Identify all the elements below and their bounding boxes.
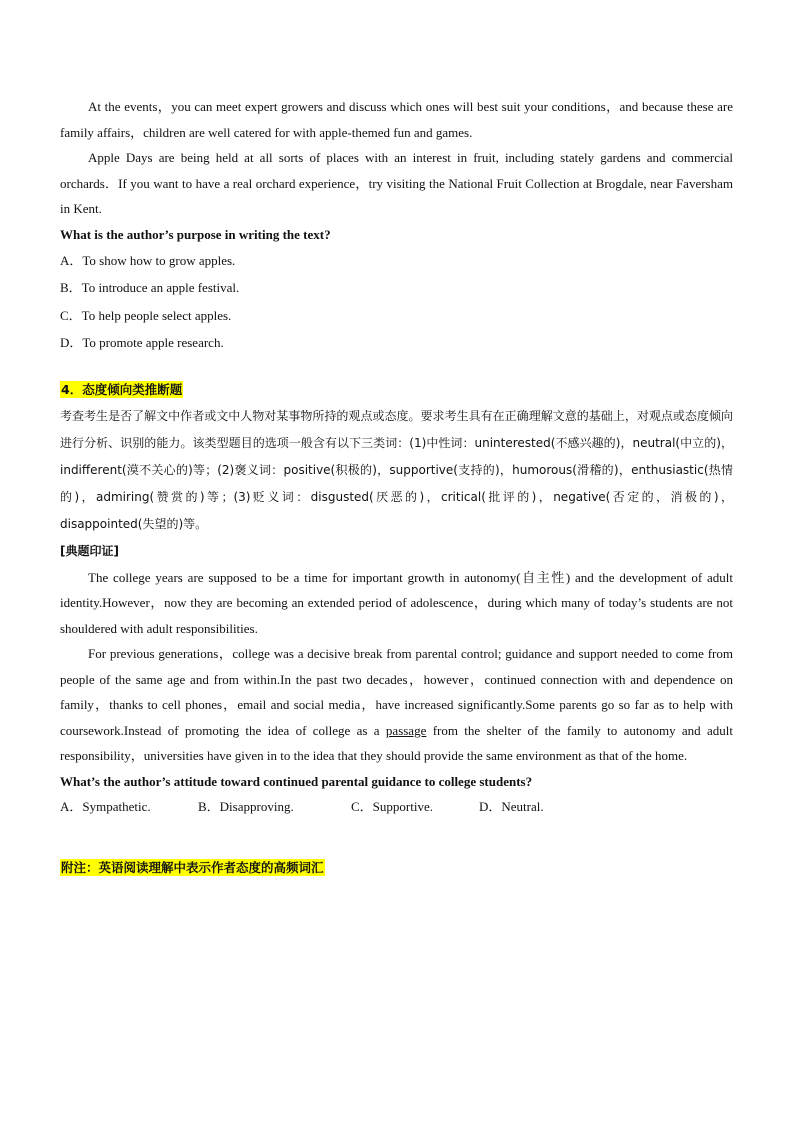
passage2-option-a: A．Sympathetic.: [60, 798, 151, 814]
passage2-option-c: C．Supportive.: [351, 798, 433, 814]
section4-heading-line: [60, 377, 733, 403]
passage2-option-d: D．Neutral.: [479, 798, 544, 814]
passage1-option-a: A．To show how to grow apples.: [60, 252, 236, 268]
passage1-paragraph-2: Apple Days are being held at all sorts of places with an interest in fruit, including stately gardens and commercial orchards．If you want to have a real orchard experience，try visiting the National Fruit Collection at Brogdale, near Faversham in Kent.: [60, 150, 733, 216]
passage2-question: What’s the author’s attitude toward continued parental guidance to college students?: [60, 773, 533, 789]
passage1-option-b: B．To introduce an apple festival.: [60, 280, 240, 295]
passage1-paragraph-1: At the events，you can meet expert growers and discuss which ones will best suit your conditions，and because these are family affairs，children are well catered for with apple-themed fun and games.: [60, 99, 733, 140]
passage1-option-d: D．To promote apple research.: [60, 335, 224, 350]
passage2-paragraph-1: The college years are supposed to be a time for important growth in autonomy(自主性) and the development of adult identity.However，now they are becoming an extended period of adolescence，during which many of today’s students are not shouldered with adult responsibilities.: [60, 569, 733, 636]
passage1-question: What is the author’s purpose in writing the text?: [60, 226, 331, 242]
passage2-paragraph-2-before: For previous generations，college was a decisive break from parental control; guidance and support needed to come from people of the same age and from within.In the past two decades，however，continued connection with and dependence on family，thanks to cell phones，email and social media，have increased significantly.Some parents go so far as to help with coursework.Instead of promoting the idea of college as a: [60, 646, 733, 738]
appendix-line: [60, 855, 733, 881]
section4-heading: 4．态度倾向类推断题: [61, 381, 183, 397]
passage2-paragraph-2: [60, 641, 733, 769]
passage2-options: [60, 794, 733, 820]
underlined-word-passage: passage: [385, 722, 427, 738]
appendix-note: 附注：英语阅读理解中表示作者态度的高频词汇: [61, 859, 324, 875]
example-tag: [典题印证]: [60, 543, 119, 558]
passage2-option-b: B．Disapproving.: [198, 798, 294, 814]
section4-description: 考查考生是否了解文中作者或文中人物对某事物所持的观点或态度。要求考生具有在正确理解文意的基础上，对观点或态度倾向进行分析、识别的能力。该类型题目的选项一般含有以下三类词：(1)中性词：uninterested(不感兴趣的)，neutral(中立的)，indifferent(漠不关心的)等；(2)褒义词：positive(积极的)，supportive(支持的)，humorous(滑稽的)，enthusiastic(热情的)，admiring(赞赏的)等；(3)贬义词：disgusted(厌恶的)，critical(批评的)，negative(否定的，消极的)，disappointed(失望的)等。: [60, 408, 733, 531]
document-page: [60, 94, 733, 881]
passage1-option-c: C．To help people select apples.: [60, 307, 232, 323]
passage2-paragraph-2-after: from the shelter of the family to autonomy and adult responsibility，universities have given in to the idea that they should provide the same environment as that of the home.: [60, 722, 733, 763]
